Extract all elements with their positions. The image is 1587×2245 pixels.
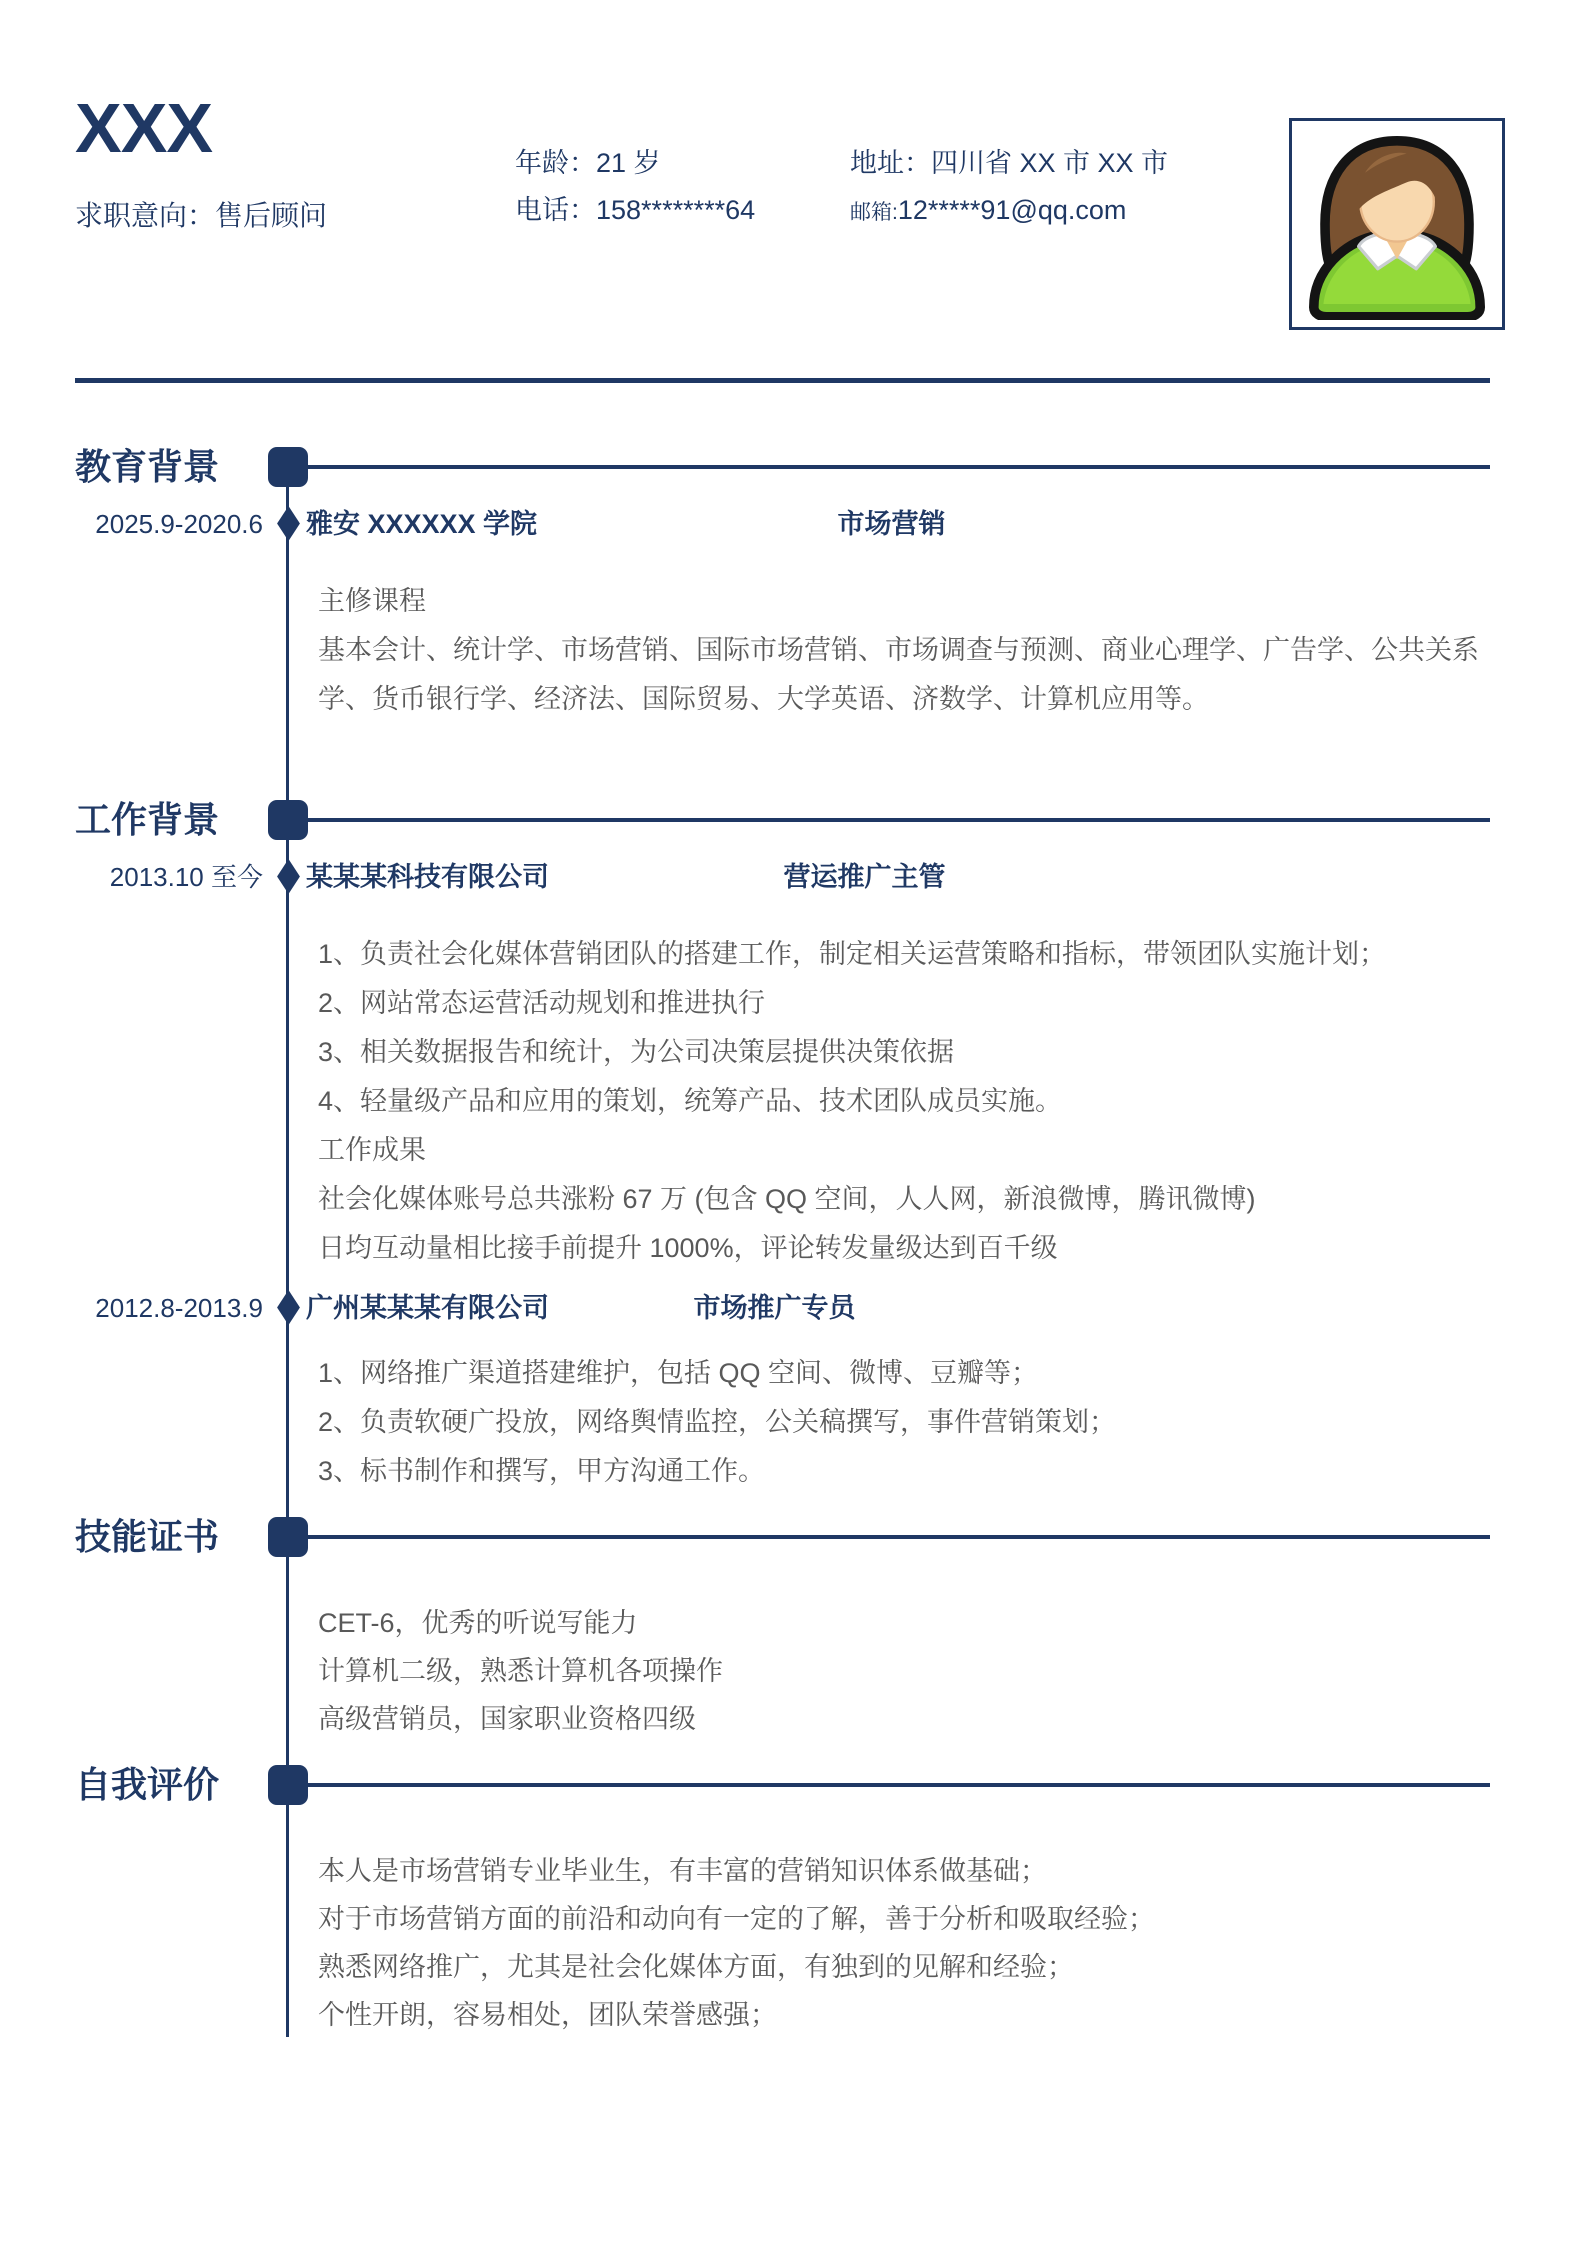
contact-item-email bbox=[850, 193, 1168, 230]
entry-details bbox=[0, 577, 1480, 724]
entry-date: 2012.8-2013.9 bbox=[95, 1293, 263, 1323]
evaluation-list bbox=[0, 1847, 1587, 2039]
detail-line: 主修课程 bbox=[318, 586, 426, 616]
job-intent: 求职意向：售后顾问 bbox=[75, 200, 328, 231]
company-name: 广州某某某有限公司 bbox=[306, 1293, 549, 1323]
detail-line: 3、相关数据报告和统计，为公司决策层提供决策依据 bbox=[318, 1037, 955, 1067]
section-header bbox=[0, 1515, 1587, 1559]
timeline-diamond-icon bbox=[277, 506, 300, 541]
evaluation-line: 本人是市场营销专业毕业生，有丰富的营销知识体系做基础； bbox=[318, 1856, 1047, 1886]
section-rule bbox=[288, 818, 1490, 822]
detail-line: 社会化媒体账号总共涨粉 67 万 (包含 QQ 空间，人人网，新浪微博，腾讯微博) bbox=[318, 1184, 1256, 1214]
entry-details bbox=[0, 1349, 1480, 1496]
detail-line: 1、负责社会化媒体营销团队的搭建工作，制定相关运营策略和指标，带领团队实施计划； bbox=[318, 939, 1387, 969]
contact-item-address bbox=[850, 146, 1168, 180]
skills-list bbox=[0, 1599, 1587, 1743]
contact-label: 年龄： bbox=[515, 148, 596, 178]
contact-label: 电话： bbox=[515, 195, 596, 225]
entry-heading bbox=[0, 860, 1587, 894]
section-rule bbox=[288, 1783, 1490, 1787]
skill-line: CET-6，优秀的听说写能力 bbox=[318, 1608, 638, 1638]
entry-details bbox=[0, 930, 1480, 1273]
evaluation-line: 个性开朗，容易相处，团队荣誉感强； bbox=[318, 2000, 777, 2030]
contact-value: 21 岁 bbox=[596, 148, 661, 178]
section-header bbox=[0, 445, 1587, 489]
job-title: 市场推广专员 bbox=[693, 1293, 856, 1323]
detail-line: 2、负责软硬广投放，网络舆情监控，公关稿撰写，事件营销策划； bbox=[318, 1407, 1117, 1437]
contact-item-phone bbox=[515, 193, 850, 230]
evaluation-line: 熟悉网络推广，尤其是社会化媒体方面，有独到的见解和经验； bbox=[318, 1952, 1074, 1982]
evaluation-line: 对于市场营销方面的前沿和动向有一定的了解，善于分析和吸取经验； bbox=[318, 1904, 1155, 1934]
job-title: 营运推广主管 bbox=[783, 862, 946, 892]
section-header bbox=[0, 1763, 1587, 1807]
section-title: 工作背景 bbox=[75, 799, 220, 840]
timeline-diamond-icon bbox=[277, 859, 300, 894]
contact-item-age bbox=[515, 146, 850, 180]
section-rule bbox=[288, 1535, 1490, 1539]
skill-line: 高级营销员，国家职业资格四级 bbox=[318, 1704, 696, 1734]
section-title: 自我评价 bbox=[75, 1764, 220, 1805]
section-work bbox=[0, 798, 1587, 1496]
company-name: 某某某科技有限公司 bbox=[306, 862, 549, 892]
detail-line: 4、轻量级产品和应用的策划，统筹产品、技术团队成员实施。 bbox=[318, 1086, 1063, 1116]
section-title: 教育背景 bbox=[75, 446, 220, 487]
header-divider bbox=[75, 378, 1490, 383]
section-skills bbox=[0, 1515, 1587, 1743]
education-entry bbox=[0, 507, 1587, 724]
detail-line: 1、网络推广渠道搭建维护，包括 QQ 空间、微博、豆瓣等； bbox=[318, 1358, 1039, 1388]
section-education bbox=[0, 445, 1587, 724]
detail-line: 基本会计、统计学、市场营销、国际市场营销、市场调查与预测、商业心理学、广告学、公共关系学、货币银行学、经济法、国际贸易、大学英语、济数学、计算机应用等。 bbox=[318, 635, 1479, 714]
entry-date: 2013.10 至今 bbox=[109, 862, 263, 892]
candidate-name: XXX bbox=[75, 89, 213, 167]
contact-value: 158********64 bbox=[596, 195, 756, 225]
section-header bbox=[0, 798, 1587, 842]
entry-heading bbox=[0, 1291, 1587, 1325]
contact-label: 地址： bbox=[850, 148, 931, 178]
timeline-diamond-icon bbox=[277, 1290, 300, 1325]
contact-value: 四川省 XX 市 XX 市 bbox=[931, 148, 1169, 178]
entry-date: 2025.9-2020.6 bbox=[95, 509, 263, 539]
contact-label: 邮箱: bbox=[850, 201, 898, 224]
contact-info bbox=[515, 146, 1168, 230]
major-name: 市场营销 bbox=[837, 509, 946, 539]
school-name: 雅安 XXXXXX 学院 bbox=[306, 509, 538, 539]
detail-line: 日均互动量相比接手前提升 1000%，评论转发量级达到百千级 bbox=[318, 1233, 1058, 1263]
work-entry bbox=[0, 1291, 1587, 1496]
section-rule bbox=[288, 465, 1490, 469]
skill-line: 计算机二级，熟悉计算机各项操作 bbox=[318, 1656, 723, 1686]
section-evaluation bbox=[0, 1763, 1587, 2039]
entry-heading bbox=[0, 507, 1587, 541]
detail-line: 2、网站常态运营活动规划和推进执行 bbox=[318, 988, 766, 1018]
avatar bbox=[1289, 118, 1505, 330]
female-avatar-icon bbox=[1299, 128, 1495, 320]
work-entry bbox=[0, 860, 1587, 1273]
detail-line: 工作成果 bbox=[318, 1135, 426, 1165]
contact-value: 12*****91@qq.com bbox=[897, 195, 1127, 225]
section-title: 技能证书 bbox=[75, 1516, 220, 1557]
detail-line: 3、标书制作和撰写，甲方沟通工作。 bbox=[318, 1456, 766, 1486]
